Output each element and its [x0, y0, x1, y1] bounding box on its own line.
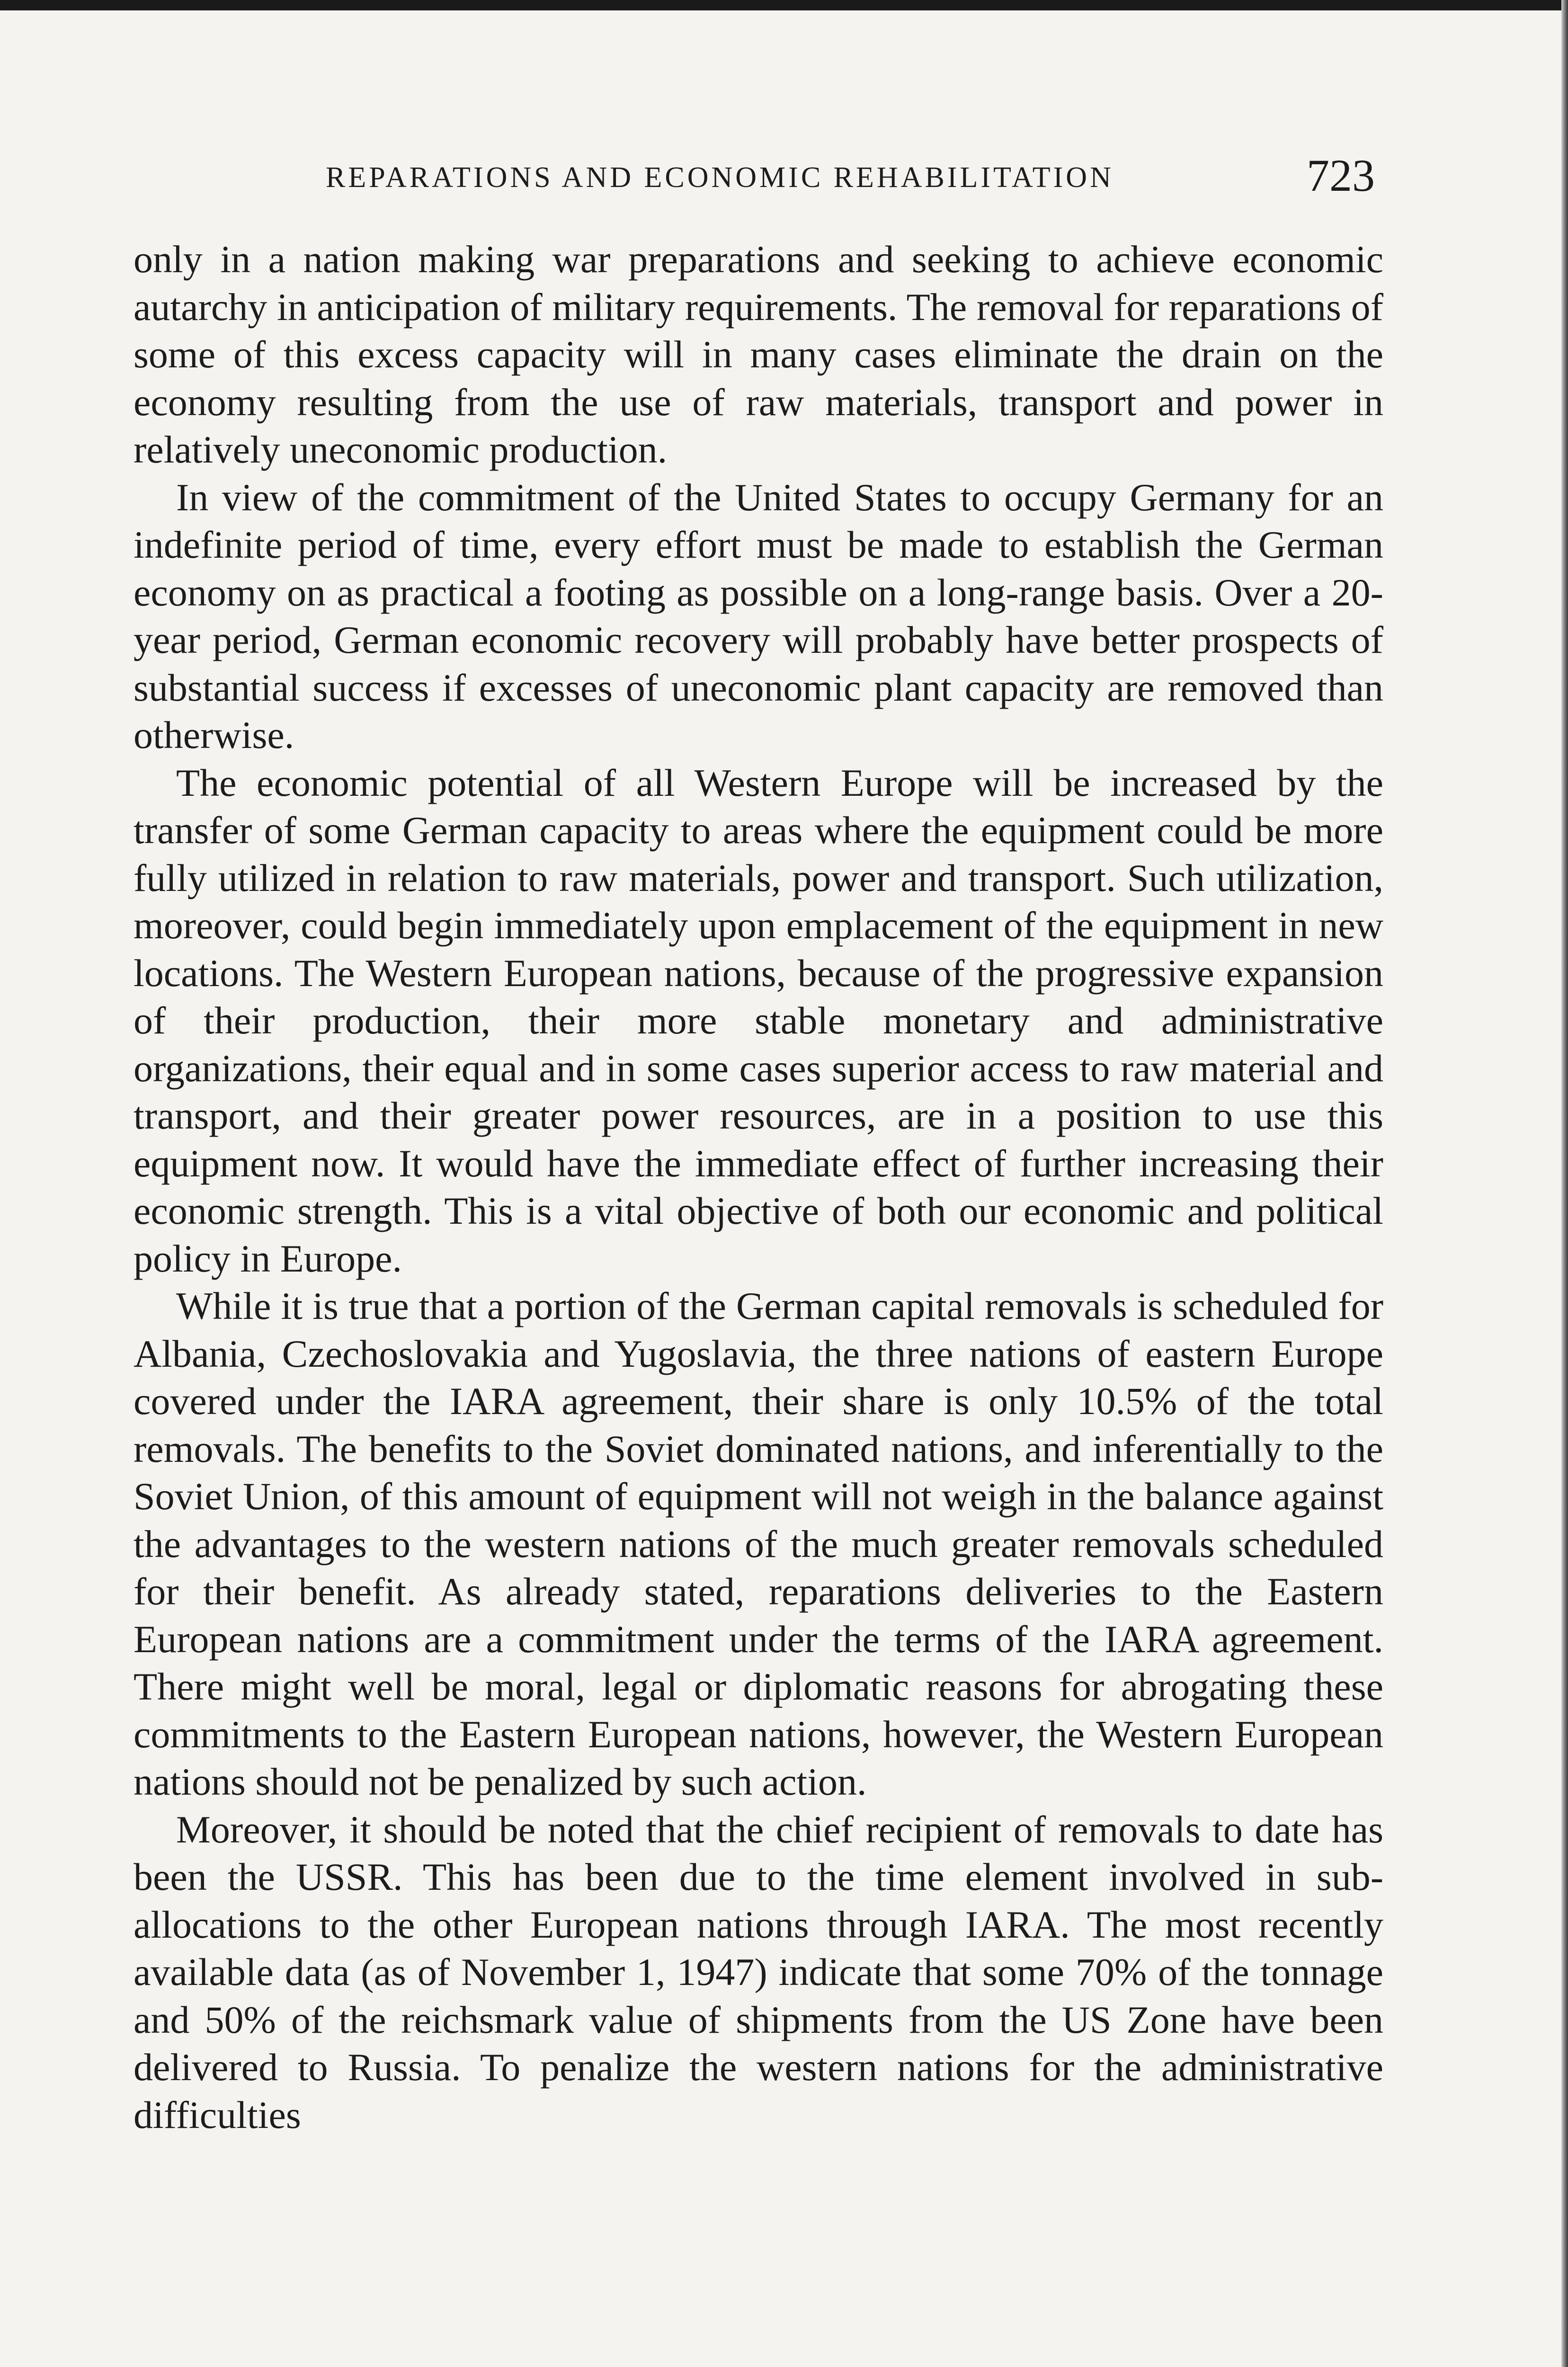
paragraph-continuation: only in a nation making war preparations and seeking to achieve economic autarchy in anticipation of military requirements. The removal for reparations of some of this excess capacity will in many cases eliminate the drain on the economy resulting from the use of raw materials, transport and power in relatively uneconomic production.	[134, 238, 1383, 471]
page-number: 723	[1307, 150, 1375, 201]
running-head-title: REPARATIONS AND ECONOMIC REHABILITATION	[326, 161, 1114, 194]
paragraph-eastern-europe: While it is true that a portion of the German capital removals is scheduled for Albania, Czechoslovakia and Yugoslavia, the three nations of eastern Europe covered under the IARA agreement, their share is only 10.5% of the total removals. The benefits to the Soviet dominated nations, and inferentially to the Soviet Union, of this amount of equipment will not weigh in the balance against the advantages to the western nations of the much greater removals scheduled for their benefit. As already stated, reparations deliveries to the Eastern European nations are a commitment under the terms of the IARA agreement. There might well be moral, legal or diplomatic reasons for abrogating these commitments to the Eastern European nations, however, the Western European nations should not be penalized by such action.	[134, 1284, 1383, 1803]
paragraph-western-europe: The economic potential of all Western Europe will be increased by the transfer of some German capacity to areas where the equipment could be more fully utilized in relation to raw materials, power and transport. Such utilization, moreover, could begin immediately upon emplacement of the equipment in new locations. The Western European nations, because of the progressive expansion of their production, their more stable monetary and administrative organizations, their equal and in some cases superior access to raw material and transport, and their greater power resources, are in a position to use this equipment now. It would have the immediate effect of further increasing their economic strength. This is a vital objective of both our economic and political policy in Europe.	[134, 761, 1383, 1280]
paragraph-occupation: In view of the commitment of the United States to occupy Germany for an indefinite period of time, every effort must be made to establish the German economy on as practical a footing as possible on a long-range basis. Over a 20-year period, German economic recovery will probably have better prospects of substantial success if excesses of uneconomic plant capacity are removed than otherwise.	[134, 475, 1383, 756]
body-text	[134, 236, 1383, 2139]
paragraph-ussr-recipient: Moreover, it should be noted that the chief recipient of removals to date has been the USSR. This has been due to the time element involved in sub-allocations to the other European nations through IARA. The most recently available data (as of November 1, 1947) indicate that some 70% of the tonnage and 50% of the reichsmark value of shipments from the US Zone have been delivered to Russia. To penalize the western nations for the administrative difficulties	[134, 1807, 1383, 2136]
